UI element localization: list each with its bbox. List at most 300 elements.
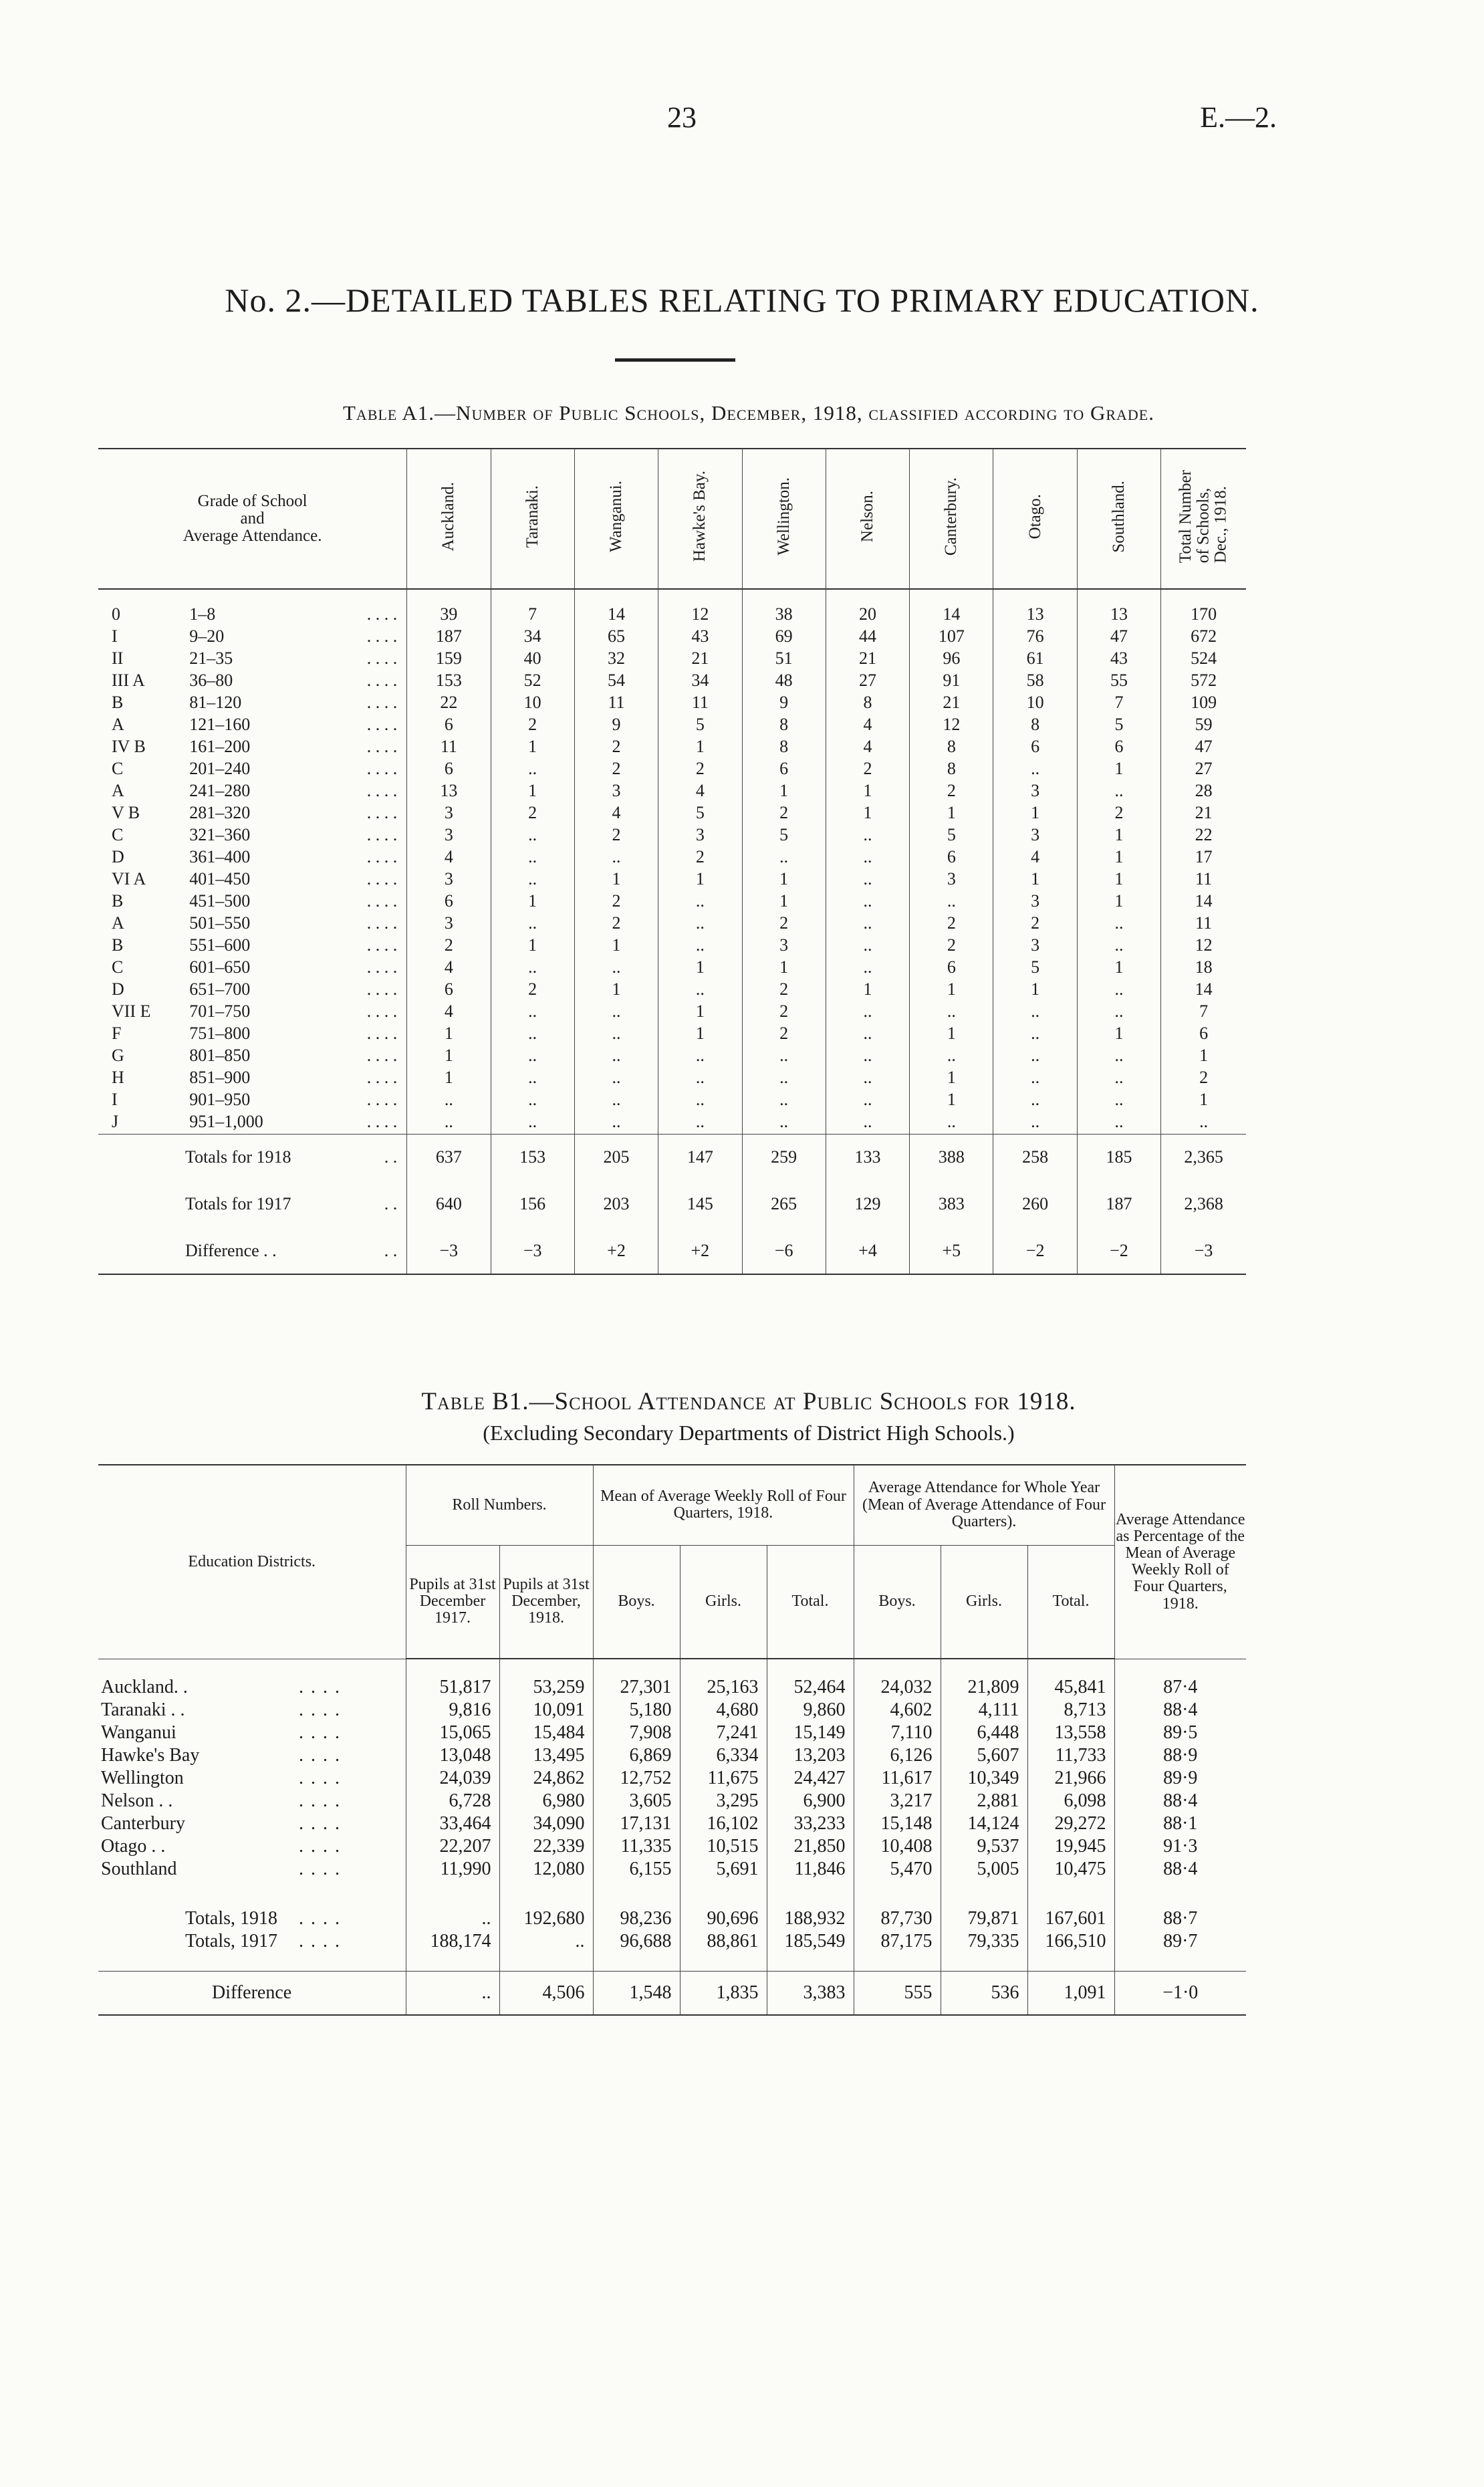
- school-count: 6: [1077, 737, 1160, 759]
- total-schools: 28: [1161, 781, 1246, 803]
- school-count: 55: [1077, 671, 1160, 693]
- value-cell: 33,464: [406, 1813, 499, 1836]
- leader-dots: . . . .: [366, 825, 398, 844]
- school-count: 1: [742, 891, 826, 913]
- school-count: 6: [407, 759, 491, 781]
- school-count: 4: [407, 1001, 491, 1024]
- value-cell: 6,155: [593, 1859, 680, 1881]
- total-schools: 170: [1161, 604, 1246, 626]
- table-a-header-row: [98, 449, 1246, 589]
- value-cell: 3,605: [593, 1790, 680, 1813]
- school-count: ..: [491, 1024, 574, 1046]
- school-count: 1: [1077, 957, 1160, 979]
- school-count: 1: [407, 1024, 491, 1046]
- mean-total-header: Total.: [767, 1545, 854, 1659]
- value-cell: 27,301: [593, 1677, 680, 1699]
- school-count: 3: [742, 935, 826, 957]
- school-count: 3: [910, 869, 993, 891]
- district-name-text: Hawke's Bay: [101, 1745, 200, 1766]
- school-count: ..: [658, 1068, 742, 1090]
- spacer-cell: [1114, 1881, 1246, 1908]
- school-count: 51: [742, 648, 826, 671]
- value-cell: 6,126: [854, 1745, 941, 1768]
- grade-header-line: Average Attendance.: [182, 527, 322, 546]
- total-count: +4: [826, 1227, 909, 1274]
- total-schools: 1: [1161, 1090, 1246, 1112]
- school-count: 1: [910, 1090, 993, 1112]
- total-count: 265: [742, 1181, 826, 1227]
- value-cell: 11,990: [406, 1859, 499, 1881]
- percentage-value: 88·4: [1114, 1699, 1246, 1722]
- school-count: 2: [742, 913, 826, 935]
- mean-girls-header: Girls.: [680, 1545, 767, 1659]
- value-cell: 21,966: [1027, 1768, 1114, 1790]
- totals-row: [98, 1227, 1246, 1274]
- total-schools: ..: [1161, 1112, 1246, 1134]
- table-b-title: Table B1.—School Attendance at Public Schools for 1918.: [421, 1388, 1076, 1415]
- value-cell: 87,175: [854, 1931, 941, 1953]
- attendance-range: 321–360: [189, 825, 251, 844]
- district-header: Nelson.: [826, 449, 909, 589]
- table-row: [98, 825, 1246, 847]
- district-row: [98, 1768, 1246, 1790]
- leader-dots: . . . .: [366, 693, 398, 712]
- percentage-value: 91·3: [1114, 1836, 1246, 1859]
- grade-label: VI A: [112, 869, 146, 889]
- school-count: 7: [491, 604, 574, 626]
- school-count: 2: [993, 913, 1077, 935]
- district-name: [98, 1699, 406, 1722]
- attendance-range: 36–80: [189, 671, 233, 690]
- school-count: ..: [658, 891, 742, 913]
- grade-label: B: [112, 891, 124, 911]
- school-count: 21: [826, 648, 909, 671]
- school-count: ..: [826, 825, 909, 847]
- district-name: [98, 1768, 406, 1790]
- spacer-cell: [98, 1881, 406, 1908]
- total-schools: 22: [1161, 825, 1246, 847]
- school-count: 11: [407, 737, 491, 759]
- table-row: [98, 935, 1246, 957]
- attendance-range: 651–700: [189, 979, 251, 999]
- total-schools: 47: [1161, 737, 1246, 759]
- total-schools-header: Total Number of Schools, Dec., 1918.: [1161, 449, 1246, 589]
- value-cell: 6,900: [767, 1790, 854, 1813]
- school-count: ..: [742, 1068, 826, 1090]
- school-count: 187: [407, 626, 491, 648]
- value-cell: 3,383: [767, 1972, 854, 2016]
- value-cell: 536: [941, 1972, 1027, 2016]
- attendance-range: 241–280: [189, 781, 251, 800]
- school-count: 2: [910, 781, 993, 803]
- value-cell: 90,696: [680, 1908, 767, 1931]
- school-count: 21: [910, 693, 993, 715]
- attendance-range: 601–650: [189, 957, 251, 977]
- table-b-subtitle: (Excluding Secondary Departments of District High Schools.): [483, 1421, 1015, 1445]
- table-row: [98, 957, 1246, 979]
- school-count: 2: [491, 715, 574, 737]
- leader-dots: . . . .: [366, 1024, 398, 1043]
- total-schools: 1: [1161, 1046, 1246, 1068]
- school-count: 2: [658, 759, 742, 781]
- leader-dots: . . . .: [299, 1908, 341, 1929]
- attendance-range: 81–120: [189, 693, 242, 712]
- value-cell: 555: [854, 1972, 941, 2016]
- school-count: 11: [574, 693, 658, 715]
- school-count: ..: [658, 935, 742, 957]
- table-row: [98, 1112, 1246, 1134]
- value-cell: 21,809: [941, 1677, 1027, 1699]
- value-cell: 16,102: [680, 1813, 767, 1836]
- value-cell: 13,558: [1027, 1722, 1114, 1745]
- school-count: 76: [993, 626, 1077, 648]
- school-count: 1: [1077, 847, 1160, 869]
- value-cell: 12,080: [499, 1859, 593, 1881]
- school-count: 10: [993, 693, 1077, 715]
- spacer-cell: [406, 1953, 499, 1972]
- school-count: ..: [491, 1046, 574, 1068]
- school-count: 40: [491, 648, 574, 671]
- school-count: 1: [1077, 891, 1160, 913]
- school-count: 1: [826, 803, 909, 825]
- grade-label: C: [112, 957, 124, 977]
- spacer-cell: [680, 1659, 767, 1677]
- attendance-range: 701–750: [189, 1001, 251, 1021]
- value-cell: 22,207: [406, 1836, 499, 1859]
- district-name-text: Totals, 1918: [185, 1908, 278, 1929]
- district-row: [98, 1836, 1246, 1859]
- district-header: Hawke's Bay.: [658, 449, 742, 589]
- value-cell: 1,091: [1027, 1972, 1114, 2016]
- school-count: 8: [993, 715, 1077, 737]
- school-count: ..: [993, 1024, 1077, 1046]
- table-a-title: Table A1.—Number of Public Schools, December, 1918, classified according to Grade.: [343, 401, 1154, 425]
- school-count: ..: [574, 1046, 658, 1068]
- district-header: Wanganui.: [574, 449, 658, 589]
- attendance-range: 901–950: [189, 1090, 251, 1109]
- total-count: −3: [407, 1227, 491, 1274]
- school-count: ..: [574, 957, 658, 979]
- total-schools: 572: [1161, 671, 1246, 693]
- table-row: [98, 913, 1246, 935]
- school-count: 13: [407, 781, 491, 803]
- school-count: 52: [491, 671, 574, 693]
- school-count: ..: [993, 1001, 1077, 1024]
- school-count: 1: [574, 935, 658, 957]
- table-row: [98, 648, 1246, 671]
- school-count: 2: [742, 979, 826, 1001]
- district-name: [98, 1813, 406, 1836]
- value-cell: 11,733: [1027, 1745, 1114, 1768]
- school-count: 4: [574, 803, 658, 825]
- school-count: ..: [1077, 1001, 1160, 1024]
- school-count: ..: [1077, 979, 1160, 1001]
- spacer-cell: [499, 1881, 593, 1908]
- school-count: ..: [826, 1068, 909, 1090]
- value-cell: 1,548: [593, 1972, 680, 2016]
- school-count: 39: [407, 604, 491, 626]
- school-count: 2: [826, 759, 909, 781]
- value-cell: 6,980: [499, 1790, 593, 1813]
- district-row: [98, 1699, 1246, 1722]
- school-count: 1: [574, 869, 658, 891]
- school-count: ..: [1077, 781, 1160, 803]
- school-count: 2: [742, 1024, 826, 1046]
- value-cell: 6,869: [593, 1745, 680, 1768]
- grade-label: A: [112, 715, 124, 734]
- school-count: ..: [993, 1068, 1077, 1090]
- school-count: 2: [910, 913, 993, 935]
- value-cell: 21,850: [767, 1836, 854, 1859]
- leader-dots: . . . .: [299, 1768, 341, 1788]
- school-count: 8: [910, 759, 993, 781]
- grade-label: A: [112, 781, 124, 800]
- school-count: ..: [993, 1112, 1077, 1134]
- report-reference: E.—2.: [1200, 101, 1277, 134]
- school-count: ..: [407, 1090, 491, 1112]
- value-cell: 3,295: [680, 1790, 767, 1813]
- spacer-cell: [406, 1659, 499, 1677]
- school-count: 5: [742, 825, 826, 847]
- total-count: −2: [1077, 1227, 1160, 1274]
- spacer-cell: [941, 1881, 1027, 1908]
- totals-label: Totals for 1918: [98, 1134, 357, 1181]
- district-name: [98, 1790, 406, 1813]
- school-count: 3: [993, 825, 1077, 847]
- school-count: 2: [491, 803, 574, 825]
- grade-label: V B: [112, 803, 140, 822]
- spacer-cell: [680, 1881, 767, 1908]
- value-cell: 6,334: [680, 1745, 767, 1768]
- total-count: 637: [407, 1134, 491, 1181]
- grade-label: G: [112, 1046, 124, 1065]
- leader-dots: . . . .: [366, 1112, 398, 1131]
- grade-label: H: [112, 1068, 124, 1087]
- school-count: ..: [658, 1090, 742, 1112]
- total-count: 640: [407, 1181, 491, 1227]
- total-count: 156: [491, 1181, 574, 1227]
- value-cell: 11,846: [767, 1859, 854, 1881]
- attendance-range: 281–320: [189, 803, 251, 822]
- value-cell: 2,881: [941, 1790, 1027, 1813]
- table-a1: [98, 448, 1246, 1275]
- table-row: [98, 1068, 1246, 1090]
- attendance-range: 201–240: [189, 759, 251, 778]
- school-count: 2: [574, 759, 658, 781]
- leader-dots: . .: [357, 1134, 407, 1181]
- table-row: [98, 1090, 1246, 1112]
- school-count: ..: [491, 847, 574, 869]
- value-cell: 4,506: [499, 1972, 593, 2016]
- value-cell: 33,233: [767, 1813, 854, 1836]
- school-count: ..: [574, 1112, 658, 1134]
- school-count: 3: [574, 781, 658, 803]
- totals-label: Difference . .: [98, 1227, 357, 1274]
- total-schools: 11: [1161, 869, 1246, 891]
- leader-dots: . .: [357, 1227, 407, 1274]
- district-name-text: Totals, 1917: [185, 1931, 278, 1951]
- school-count: 1: [826, 781, 909, 803]
- school-count: 22: [407, 693, 491, 715]
- total-schools: 2: [1161, 1068, 1246, 1090]
- school-count: 69: [742, 626, 826, 648]
- school-count: ..: [826, 1024, 909, 1046]
- school-count: 6: [910, 847, 993, 869]
- total-schools: 27: [1161, 759, 1246, 781]
- value-cell: 9,816: [406, 1699, 499, 1722]
- table-row: [98, 759, 1246, 781]
- table-row: [98, 693, 1246, 715]
- table-row: [98, 737, 1246, 759]
- district-name: [98, 1836, 406, 1859]
- school-count: 1: [658, 1001, 742, 1024]
- totals-label: Totals for 1917: [185, 1194, 291, 1213]
- attendance-range: 9–20: [189, 626, 225, 646]
- percentage-value: 89·7: [1114, 1931, 1246, 1953]
- school-count: 9: [742, 693, 826, 715]
- spacer-row: [98, 1881, 1246, 1908]
- total-schools: 21: [1161, 803, 1246, 825]
- school-count: 4: [826, 715, 909, 737]
- school-count: ..: [658, 979, 742, 1001]
- grade-label: A: [112, 913, 124, 933]
- leader-dots: . . . .: [366, 957, 398, 977]
- table-row: [98, 781, 1246, 803]
- school-count: 1: [658, 737, 742, 759]
- school-count: ..: [826, 891, 909, 913]
- difference-row: [98, 1972, 1246, 2016]
- pupils-1918-header: Pupils at 31st December, 1918.: [499, 1545, 593, 1659]
- table-row: [98, 869, 1246, 891]
- school-count: 2: [658, 847, 742, 869]
- school-count: 3: [993, 935, 1077, 957]
- spacer-cell: [767, 1953, 854, 1972]
- school-count: 1: [910, 1068, 993, 1090]
- district-name: [98, 1722, 406, 1745]
- school-count: 48: [742, 671, 826, 693]
- school-count: ..: [742, 1090, 826, 1112]
- leader-dots: . . . .: [366, 671, 398, 690]
- spacer-row: [98, 1953, 1246, 1972]
- school-count: 21: [658, 648, 742, 671]
- district-row: [98, 1677, 1246, 1699]
- value-cell: 5,005: [941, 1859, 1027, 1881]
- school-count: ..: [742, 1046, 826, 1068]
- school-count: 7: [1077, 693, 1160, 715]
- district-name: [98, 1745, 406, 1768]
- school-count: 4: [407, 847, 491, 869]
- value-cell: 13,203: [767, 1745, 854, 1768]
- main-heading: No. 2.—DETAILED TABLES RELATING TO PRIMARY EDUCATION.: [225, 281, 1259, 319]
- school-count: 1: [742, 781, 826, 803]
- school-count: 2: [742, 803, 826, 825]
- school-count: ..: [826, 1112, 909, 1134]
- school-count: ..: [491, 1001, 574, 1024]
- grade-label: VII E: [112, 1001, 151, 1021]
- school-count: 14: [910, 604, 993, 626]
- school-count: 1: [658, 1024, 742, 1046]
- total-schools: 12: [1161, 935, 1246, 957]
- school-count: ..: [574, 1090, 658, 1112]
- school-count: 5: [910, 825, 993, 847]
- school-count: 3: [407, 825, 491, 847]
- school-count: ..: [993, 1046, 1077, 1068]
- value-cell: 53,259: [499, 1677, 593, 1699]
- school-count: ..: [910, 1001, 993, 1024]
- school-count: 8: [910, 737, 993, 759]
- table-row: [98, 1024, 1246, 1046]
- school-count: ..: [993, 1090, 1077, 1112]
- school-count: 65: [574, 626, 658, 648]
- school-count: ..: [1077, 1068, 1160, 1090]
- school-count: ..: [826, 1046, 909, 1068]
- district-name-text: Otago . .: [101, 1836, 166, 1857]
- school-count: 107: [910, 626, 993, 648]
- grade-label: 0: [112, 604, 120, 624]
- spacer-cell: [499, 1659, 593, 1677]
- school-count: 6: [910, 957, 993, 979]
- school-count: 43: [658, 626, 742, 648]
- value-cell: 9,860: [767, 1699, 854, 1722]
- school-count: ..: [491, 1112, 574, 1134]
- school-count: 1: [407, 1068, 491, 1090]
- percentage-value: 88·7: [1114, 1908, 1246, 1931]
- school-count: 11: [658, 693, 742, 715]
- table-row: [98, 715, 1246, 737]
- school-count: 1: [1077, 1024, 1160, 1046]
- value-cell: 10,515: [680, 1836, 767, 1859]
- percentage-value: 89·9: [1114, 1768, 1246, 1790]
- district-header: Southland.: [1077, 449, 1160, 589]
- school-count: ..: [574, 1024, 658, 1046]
- total-count: −6: [742, 1227, 826, 1274]
- value-cell: 7,110: [854, 1722, 941, 1745]
- value-cell: 15,148: [854, 1813, 941, 1836]
- leader-dots: . . . .: [299, 1836, 341, 1857]
- value-cell: 8,713: [1027, 1699, 1114, 1722]
- value-cell: 4,602: [854, 1699, 941, 1722]
- percentage-value: −1·0: [1114, 1972, 1246, 2016]
- leader-dots: . . . .: [299, 1745, 341, 1766]
- school-count: 3: [407, 913, 491, 935]
- school-count: 1: [491, 781, 574, 803]
- total-count: 153: [491, 1134, 574, 1181]
- value-cell: ..: [499, 1931, 593, 1953]
- school-count: ..: [491, 913, 574, 935]
- value-cell: 24,032: [854, 1677, 941, 1699]
- value-cell: 29,272: [1027, 1813, 1114, 1836]
- value-cell: 5,607: [941, 1745, 1027, 1768]
- school-count: 91: [910, 671, 993, 693]
- total-count: 388: [910, 1134, 993, 1181]
- value-cell: ..: [406, 1972, 499, 2016]
- value-cell: 45,841: [1027, 1677, 1114, 1699]
- spacer-cell: [941, 1953, 1027, 1972]
- value-cell: 14,124: [941, 1813, 1027, 1836]
- leader-dots: . . . .: [299, 1790, 341, 1811]
- value-cell: 188,932: [767, 1908, 854, 1931]
- school-count: 1: [993, 869, 1077, 891]
- spacer-cell: [406, 1881, 499, 1908]
- attendance-range: 851–900: [189, 1068, 251, 1087]
- school-count: 8: [826, 693, 909, 715]
- school-count: 1: [742, 869, 826, 891]
- attendance-range: 951–1,000: [189, 1112, 263, 1131]
- school-count: ..: [491, 869, 574, 891]
- school-count: 1: [910, 979, 993, 1001]
- value-cell: 185,549: [767, 1931, 854, 1953]
- school-count: 1: [407, 1046, 491, 1068]
